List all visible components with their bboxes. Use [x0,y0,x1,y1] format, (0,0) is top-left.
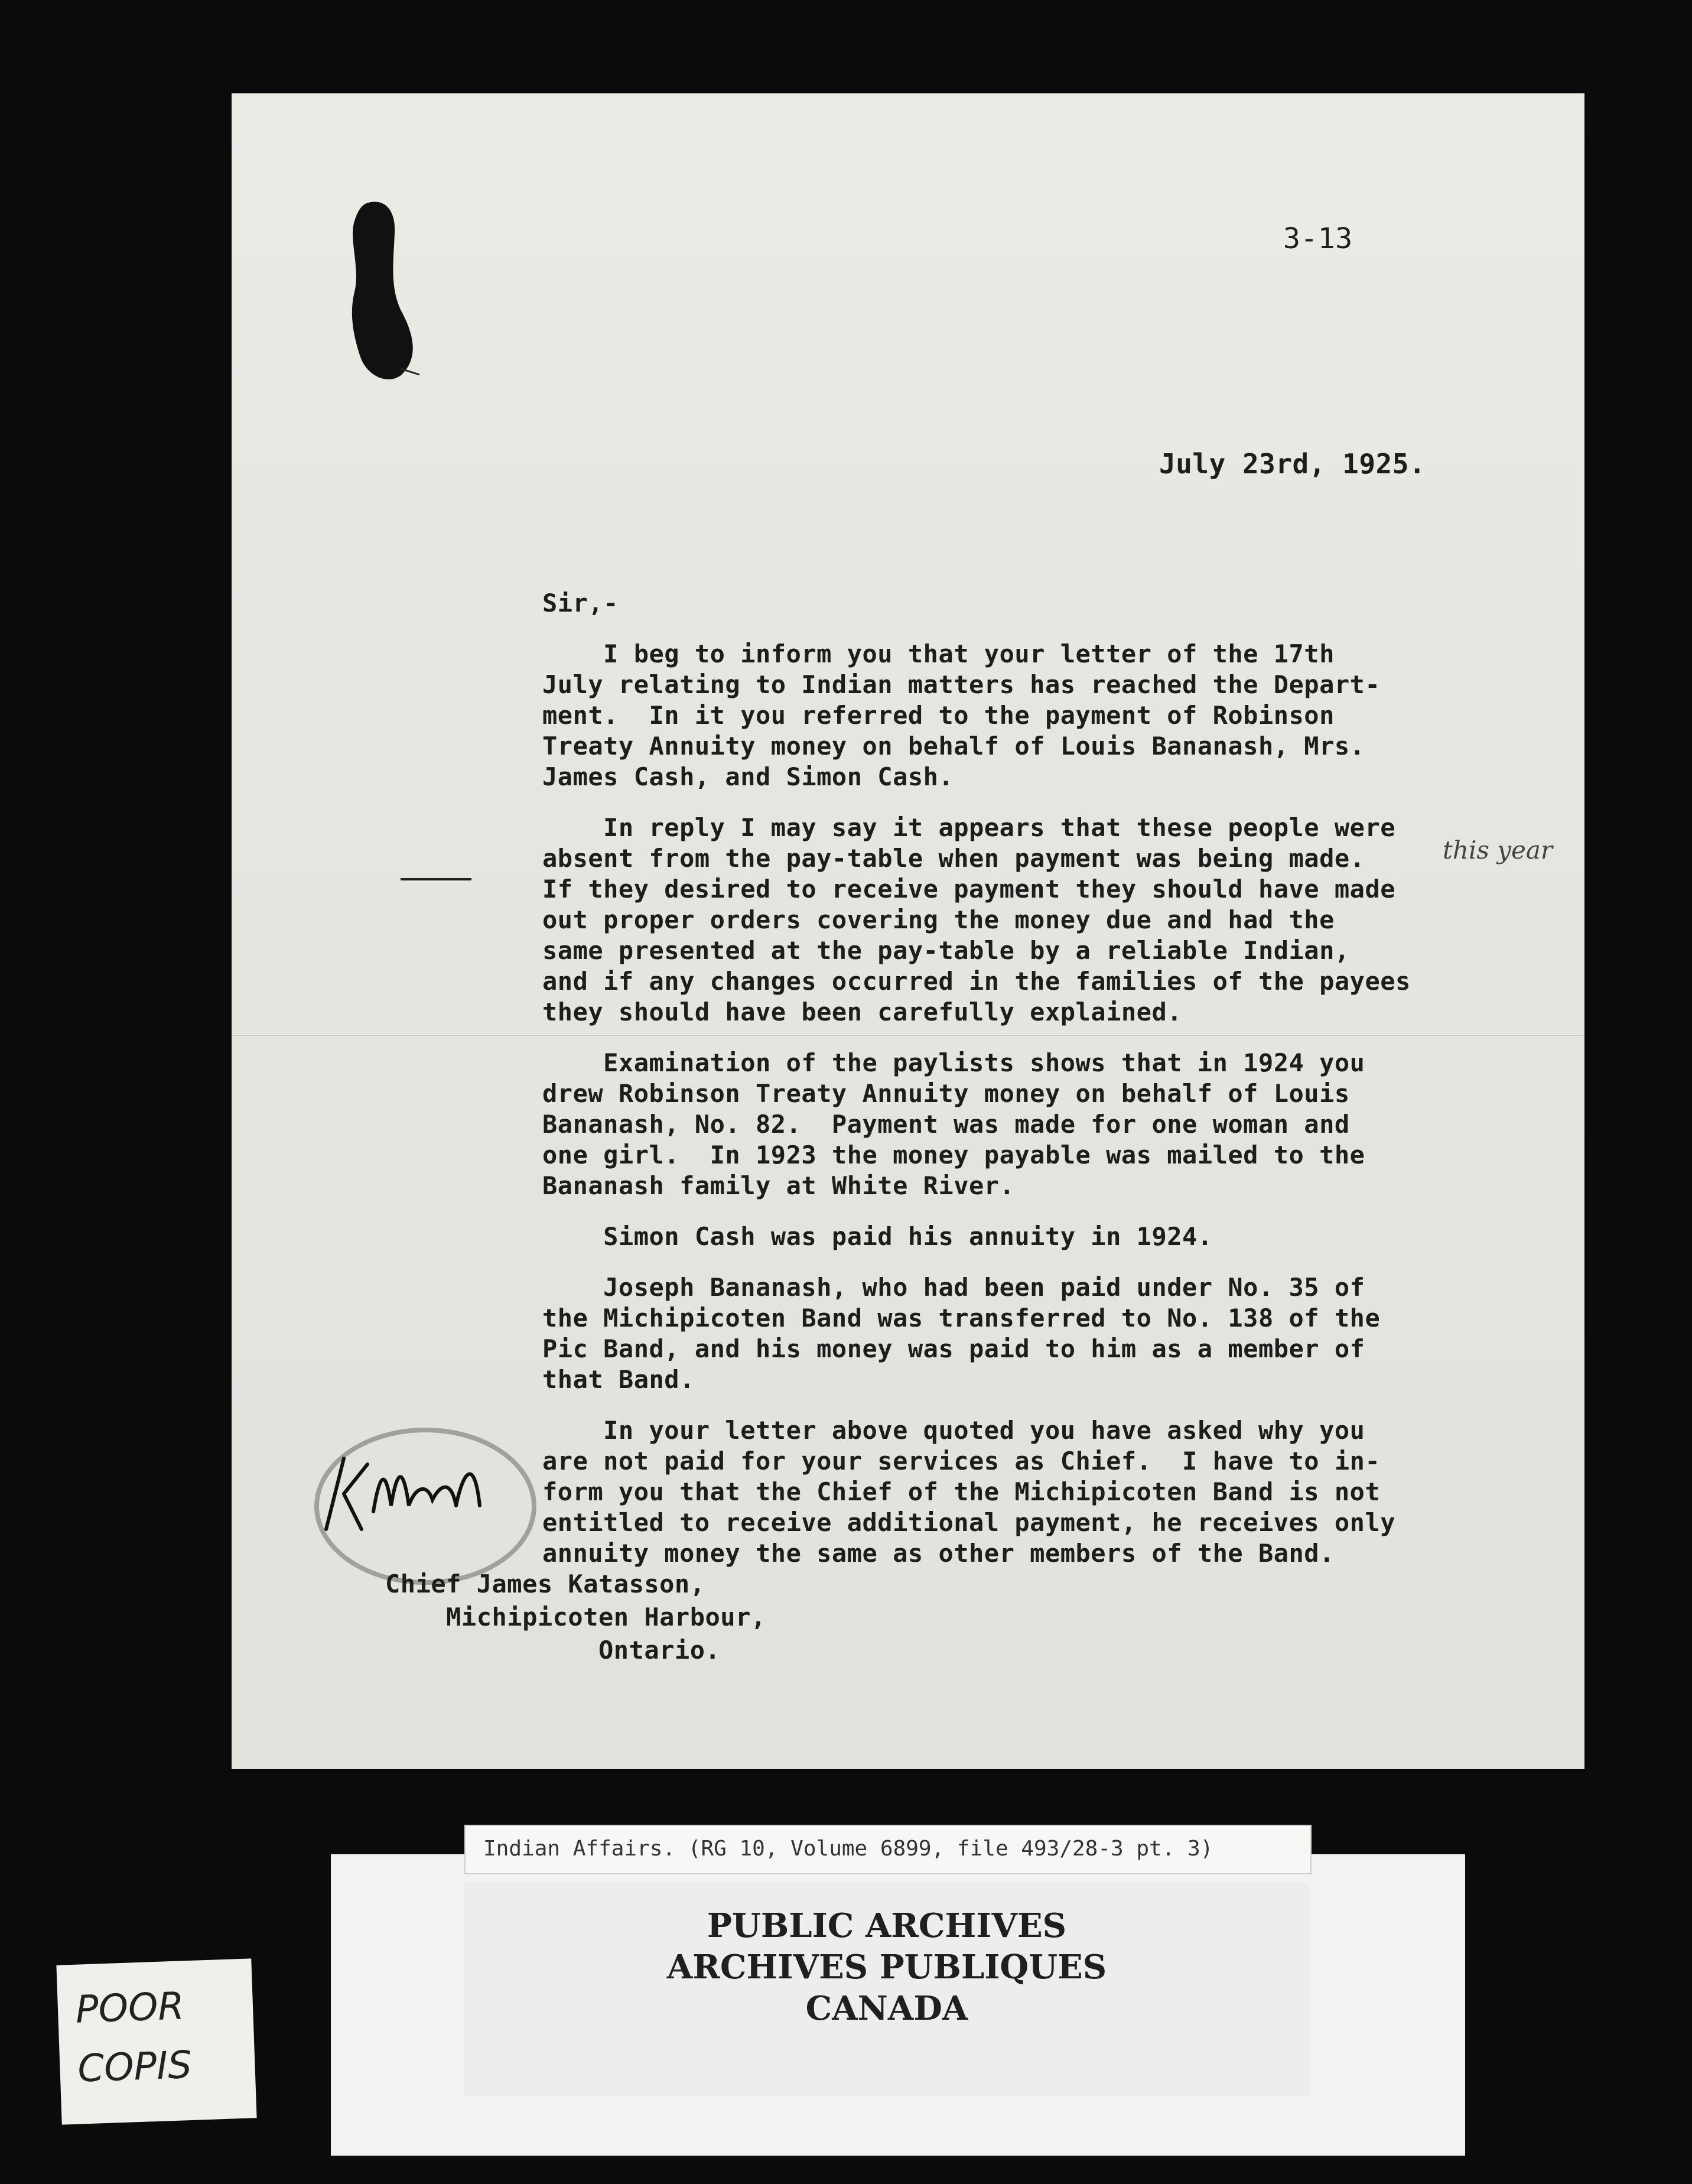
margin-mark [401,878,471,880]
addressee-line: Ontario. [385,1636,721,1665]
letter-line: are not paid for your services as Chief. I have to in- [542,1447,1381,1476]
letter-line: Joseph Bananash, who had been paid under No. 35 of [542,1273,1365,1302]
letter-line: July relating to Indian matters has reached the Depart- [542,670,1381,699]
reference-text: Indian Affairs. (RG 10, Volume 6899, file 493/28-3 pt. 3) [483,1837,1213,1861]
letter-line: ment. In it you referred to the payment of Robinson [542,701,1335,730]
salutation: Sir,- [542,589,619,618]
letter-line: I beg to inform you that your letter of the 17th [542,639,1335,668]
letter-page [232,93,1584,1769]
reference-label [464,1825,1312,1874]
page-number: 3-13 [1283,222,1353,255]
archives-line-2: ARCHIVES PUBLIQUES [666,1948,1107,1987]
initials-signature [302,1441,492,1541]
archives-line-3: CANADA [805,1989,968,2028]
letter-line: that Band. [542,1365,695,1394]
letter-line: annuity money the same as other members of the Band. [542,1539,1335,1568]
letter-line: Examination of the paylists shows that in 1924 you [542,1048,1365,1077]
ink-blot [331,197,425,386]
letter-line: Pic Band, and his money was paid to him as a member of [542,1334,1365,1363]
letter-line: Simon Cash was paid his annuity in 1924. [542,1222,1213,1251]
letter-line: form you that the Chief of the Michipicoten Band is not [542,1477,1381,1506]
poor-copy-label [56,1958,256,2124]
letter-line: same presented at the pay-table by a reliable Indian, [542,936,1350,965]
archives-line-1: PUBLIC ARCHIVES [707,1906,1067,1945]
letter-line: Treaty Annuity money on behalf of Louis Bananash, Mrs. [542,732,1365,760]
letter-line: In reply I may say it appears that these people were [542,813,1396,842]
letter-line: James Cash, and Simon Cash. [542,762,954,791]
handwritten-insert: this year [1443,836,1553,864]
paper-fold [232,1034,1584,1036]
poor-copy-line-2: COPIS [77,2043,193,2091]
letter-line: Bananash family at White River. [542,1171,1015,1200]
letter-line: the Michipicoten Band was transferred to No. 138 of the [542,1304,1381,1332]
addressee-line: Chief James Katasson, [385,1569,705,1598]
letter-line: In your letter above quoted you have asked why you [542,1416,1365,1445]
archives-label [464,1883,1309,2095]
letter-line: entitled to receive additional payment, he receives only [542,1508,1396,1537]
letter-line: out proper orders covering the money due and had the [542,905,1335,934]
poor-copy-line-1: POOR [74,1984,186,2032]
letter-line: and if any changes occurred in the families of the payees [542,967,1411,996]
letter-line: absent from the pay-table when payment was being made. [542,844,1365,873]
letter-line: they should have been carefully explained. [542,997,1183,1026]
addressee-line: Michipicoten Harbour, [385,1603,766,1632]
letter-line: drew Robinson Treaty Annuity money on behalf of Louis [542,1079,1350,1108]
letter-date: July 23rd, 1925. [1159,448,1426,480]
letter-line: one girl. In 1923 the money payable was mailed to the [542,1140,1365,1169]
letter-line: If they desired to receive payment they should have made [542,875,1396,904]
letter-line: Bananash, No. 82. Payment was made for one woman and [542,1110,1350,1139]
